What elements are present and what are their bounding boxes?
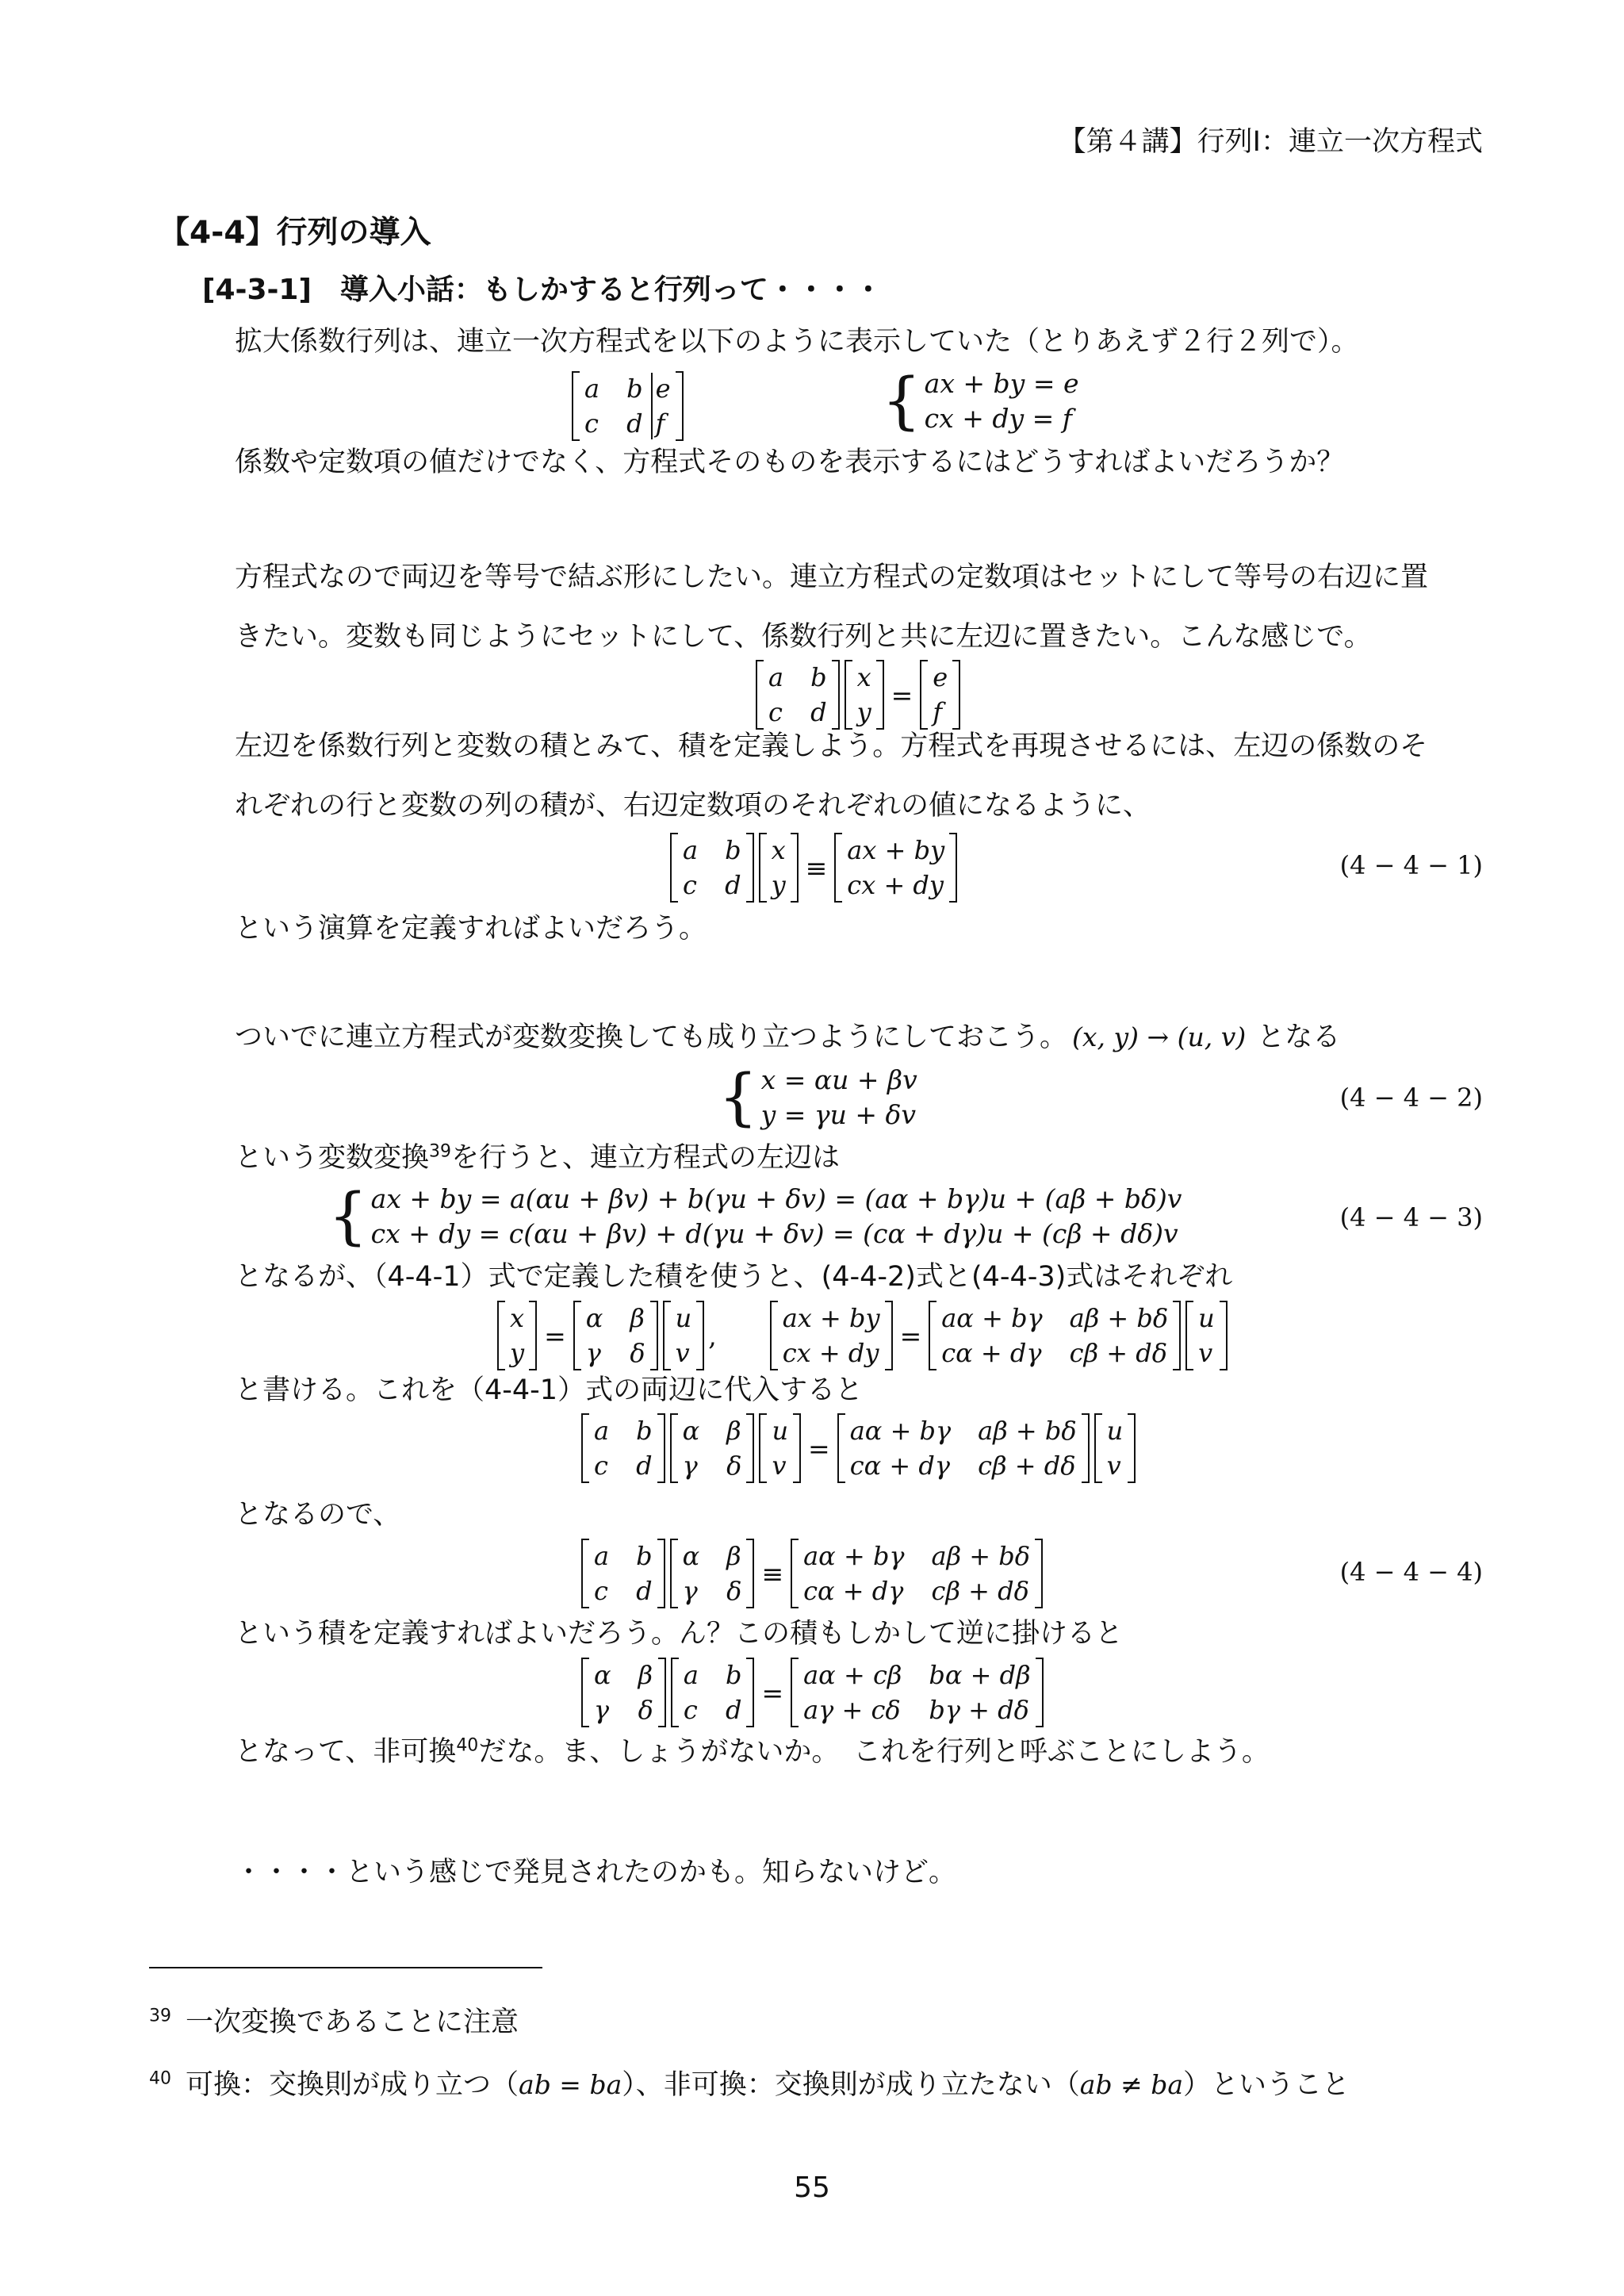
paragraph: となるが、（4-4-1）式で定義した積を使うと、(4-4-2)式と(4-4-3)式はそれぞれ [235, 1261, 1233, 1293]
augmented-matrix: a b c d e f [569, 371, 686, 441]
paragraph: れぞれの行と変数の列の積が、右辺定数項のそれぞれの値になるように、 [235, 790, 1151, 822]
equation-number: (4 − 4 − 4) [1339, 1557, 1483, 1587]
equation-4-4-2: { x = αu + βv y = γu + δv [718, 1062, 917, 1133]
footnote-divider [149, 1967, 542, 1968]
paragraph: という変数変換$^{39}$を行うと、連立方程式の左辺は [235, 1141, 841, 1174]
matrix-equation: α β γ δ a b c d = aα + cβ bα + dβ aγ + cδ bγ + dδ [579, 1658, 1046, 1727]
paragraph: 方程式なので両辺を等号で結ぶ形にしたい。連立方程式の定数項はセットにして等号の右辺に置 [235, 562, 1429, 593]
footnote-40: $^{40}$ 可換：交換則が成り立つ（ab = ba）、非可換：交換則が成り立たない（ab ≠ ba）ということ [149, 2068, 1350, 2101]
equation-4-4-3: { ax + by = a(αu + βv) + b(γu + δv) = (aα + bγ)u + (aβ + bδ)v cx + dy = c(αu + βv) + d(γu + δv) = (cα + dγ)u + (cβ + dδ)v [328, 1181, 1182, 1252]
footnote-ref[interactable]: 39 [429, 1141, 452, 1162]
paragraph: 左辺を係数行列と変数の積とみて、積を定義しよう。方程式を再現させるには、左辺の係数のそ [235, 730, 1428, 762]
equation-number: (4 − 4 − 1) [1339, 850, 1483, 880]
paragraph: 拡大係数行列は、連立一次方程式を以下のように表示していた（とりあえず２行２列で）。 [235, 326, 1359, 358]
equation-4-4-4: a b c d α β γ δ ≡ aα + bγ aβ + bδ cα + dγ cβ + dδ [579, 1539, 1045, 1608]
footnote-39: $^{39}$ 一次変換であることに注意 [149, 2006, 519, 2038]
equation-system: { ax + by = e cx + dy = f [882, 366, 1079, 437]
paragraph: ・・・・という感じで発見されたのかも。知らないけど。 [235, 1857, 957, 1888]
equation-number: (4 − 4 − 2) [1339, 1083, 1483, 1113]
section-title: 【4-4】行列の導入 [159, 215, 431, 251]
footnote-ref[interactable]: 40 [456, 1735, 479, 1756]
equation-number: (4 − 4 − 3) [1339, 1202, 1483, 1232]
matrix-equation: a b c d α β γ δ u v = aα + bγ aβ + bδ cα + dγ cβ + dδ u v [579, 1413, 1138, 1483]
running-header: 【第４講】行列Ⅰ：連立一次方程式 [1058, 126, 1483, 158]
matrix-equation-pair: x y = α β γ δ u v , ax + by cx + dy = aα + bγ aβ + bδ cα + dγ cβ + dδ u v [495, 1301, 1230, 1370]
subsection-title: [4-3-1] 導入小話：もしかすると行列って・・・・ [202, 274, 883, 306]
paragraph: と書ける。これを（4-4-1）式の両辺に代入すると [235, 1374, 864, 1406]
paragraph: となるので、 [235, 1499, 401, 1531]
page-number: 55 [794, 2171, 830, 2204]
paragraph: ついでに連立方程式が変数変換しても成り立つようにしておこう。 (x, y) → (u, v) となる [235, 1022, 1341, 1053]
paragraph: という演算を定義すればよいだろう。 [235, 913, 707, 945]
paragraph: となって、非可換$^{40}$だな。ま、しょうがないか。 これを行列と呼ぶことにしよう。 [235, 1735, 1270, 1768]
paragraph: 係数や定数項の値だけでなく、方程式そのものを表示するにはどうすればよいだろうか？ [235, 447, 1345, 478]
paragraph: という積を定義すればよいだろう。ん？この積もしかして逆に掛けると [235, 1618, 1124, 1650]
equation-4-4-1: a b c d x y ≡ ax + by cx + dy [668, 833, 959, 903]
paragraph: きたい。変数も同じようにセットにして、係数行列と共に左辺に置きたい。こんな感じで。 [235, 621, 1372, 653]
matrix-equation: a b c d x y = e f [753, 660, 963, 730]
